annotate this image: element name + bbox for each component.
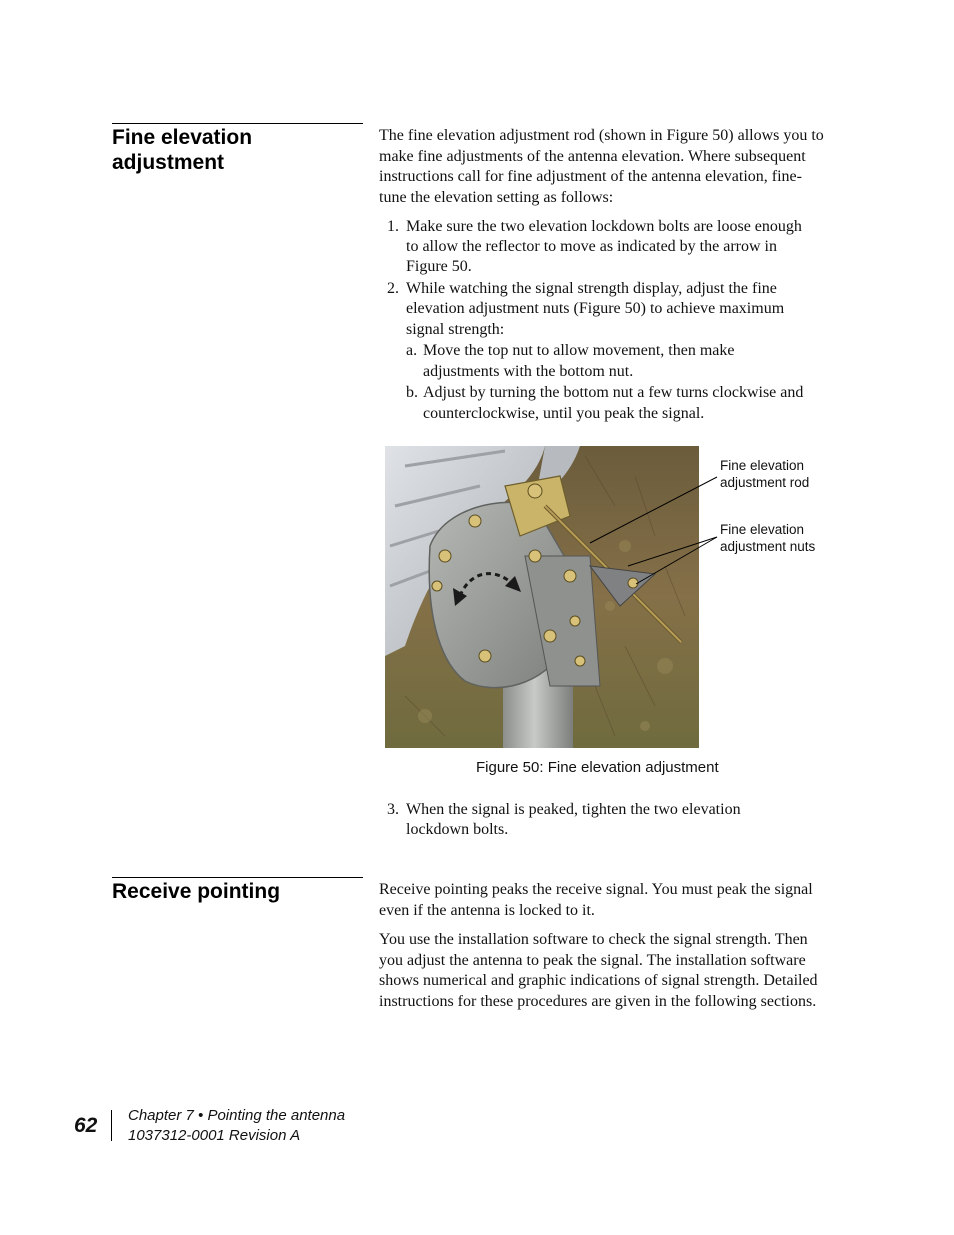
callout-nuts	[720, 521, 870, 555]
step-2-line-1: While watching the signal strength display, adjust the fine	[406, 280, 777, 297]
figure-caption: Figure 50: Fine elevation adjustment	[476, 759, 719, 776]
step-3-number: 3.	[387, 801, 399, 818]
footer-text	[128, 1106, 345, 1145]
heading-line1: Fine elevation	[112, 126, 253, 149]
step-3-line-1: When the signal is peaked, tighten the two elevation	[406, 801, 741, 818]
substep-a-letter: a.	[406, 342, 418, 359]
callout-rod	[720, 457, 870, 491]
substep-b-letter: b.	[406, 384, 418, 401]
callout-nuts-line1: Fine elevation	[720, 522, 805, 537]
section-rule-fine-elevation	[112, 123, 363, 124]
receive-paragraph-1: Receive pointing peaks the receive signal. You must peak the signal even if the antenna is locked to it.	[379, 881, 813, 919]
heading-receive-pointing: Receive pointing	[112, 880, 281, 903]
step-1-number: 1.	[387, 218, 399, 235]
footer-divider	[111, 1110, 112, 1141]
receive-paragraph-2: You use the installation software to check the signal strength. Then you adjust the antenna to peak the signal. The installation software shows numerical and graphic indications of signal strength. Detailed instructions for these procedures are given in the following sections.	[379, 931, 818, 1010]
step-1-line-3: Figure 50.	[406, 258, 472, 275]
substep-b-line-2: counterclockwise, until you peak the signal.	[423, 405, 705, 422]
substep-a-line-1: Move the top nut to allow movement, then make	[423, 342, 735, 359]
figure-photo-antenna-mount	[385, 446, 699, 748]
footer-docnumber: 1037312-0001 Revision A	[128, 1126, 301, 1144]
intro-paragraph: The fine elevation adjustment rod (shown in Figure 50) allows you to make fine adjustments of the antenna elevation. Where subsequent instructions call for fine adjustment of the antenna elevation, fine-tune the elevation setting as follows:	[379, 127, 824, 206]
antenna-mount-illustration	[385, 446, 699, 748]
step-2-line-3: signal strength:	[406, 321, 505, 338]
footer-chapter: Chapter 7 • Pointing the antenna	[128, 1107, 346, 1124]
step-1-line-2: to allow the reflector to move as indicated by the arrow in	[406, 238, 777, 255]
callout-rod-line2: adjustment rod	[720, 475, 810, 490]
step-2-line-2: elevation adjustment nuts (Figure 50) to achieve maximum	[406, 300, 785, 317]
heading-fine-elevation	[112, 125, 362, 175]
callout-nuts-line2: adjustment nuts	[720, 539, 816, 554]
substep-a-line-2: adjustments with the bottom nut.	[423, 363, 634, 380]
section-rule-receive-pointing	[112, 877, 363, 878]
substep-b-line-1: Adjust by turning the bottom nut a few turns clockwise and	[423, 384, 804, 401]
step-3-line-2: lockdown bolts.	[406, 821, 509, 838]
callout-rod-line1: Fine elevation	[720, 458, 805, 473]
heading-line2: adjustment	[112, 151, 225, 174]
page-number: 62	[74, 1114, 98, 1137]
step-1-line-1: Make sure the two elevation lockdown bolts are loose enough	[406, 218, 802, 235]
step-2-number: 2.	[387, 280, 399, 297]
